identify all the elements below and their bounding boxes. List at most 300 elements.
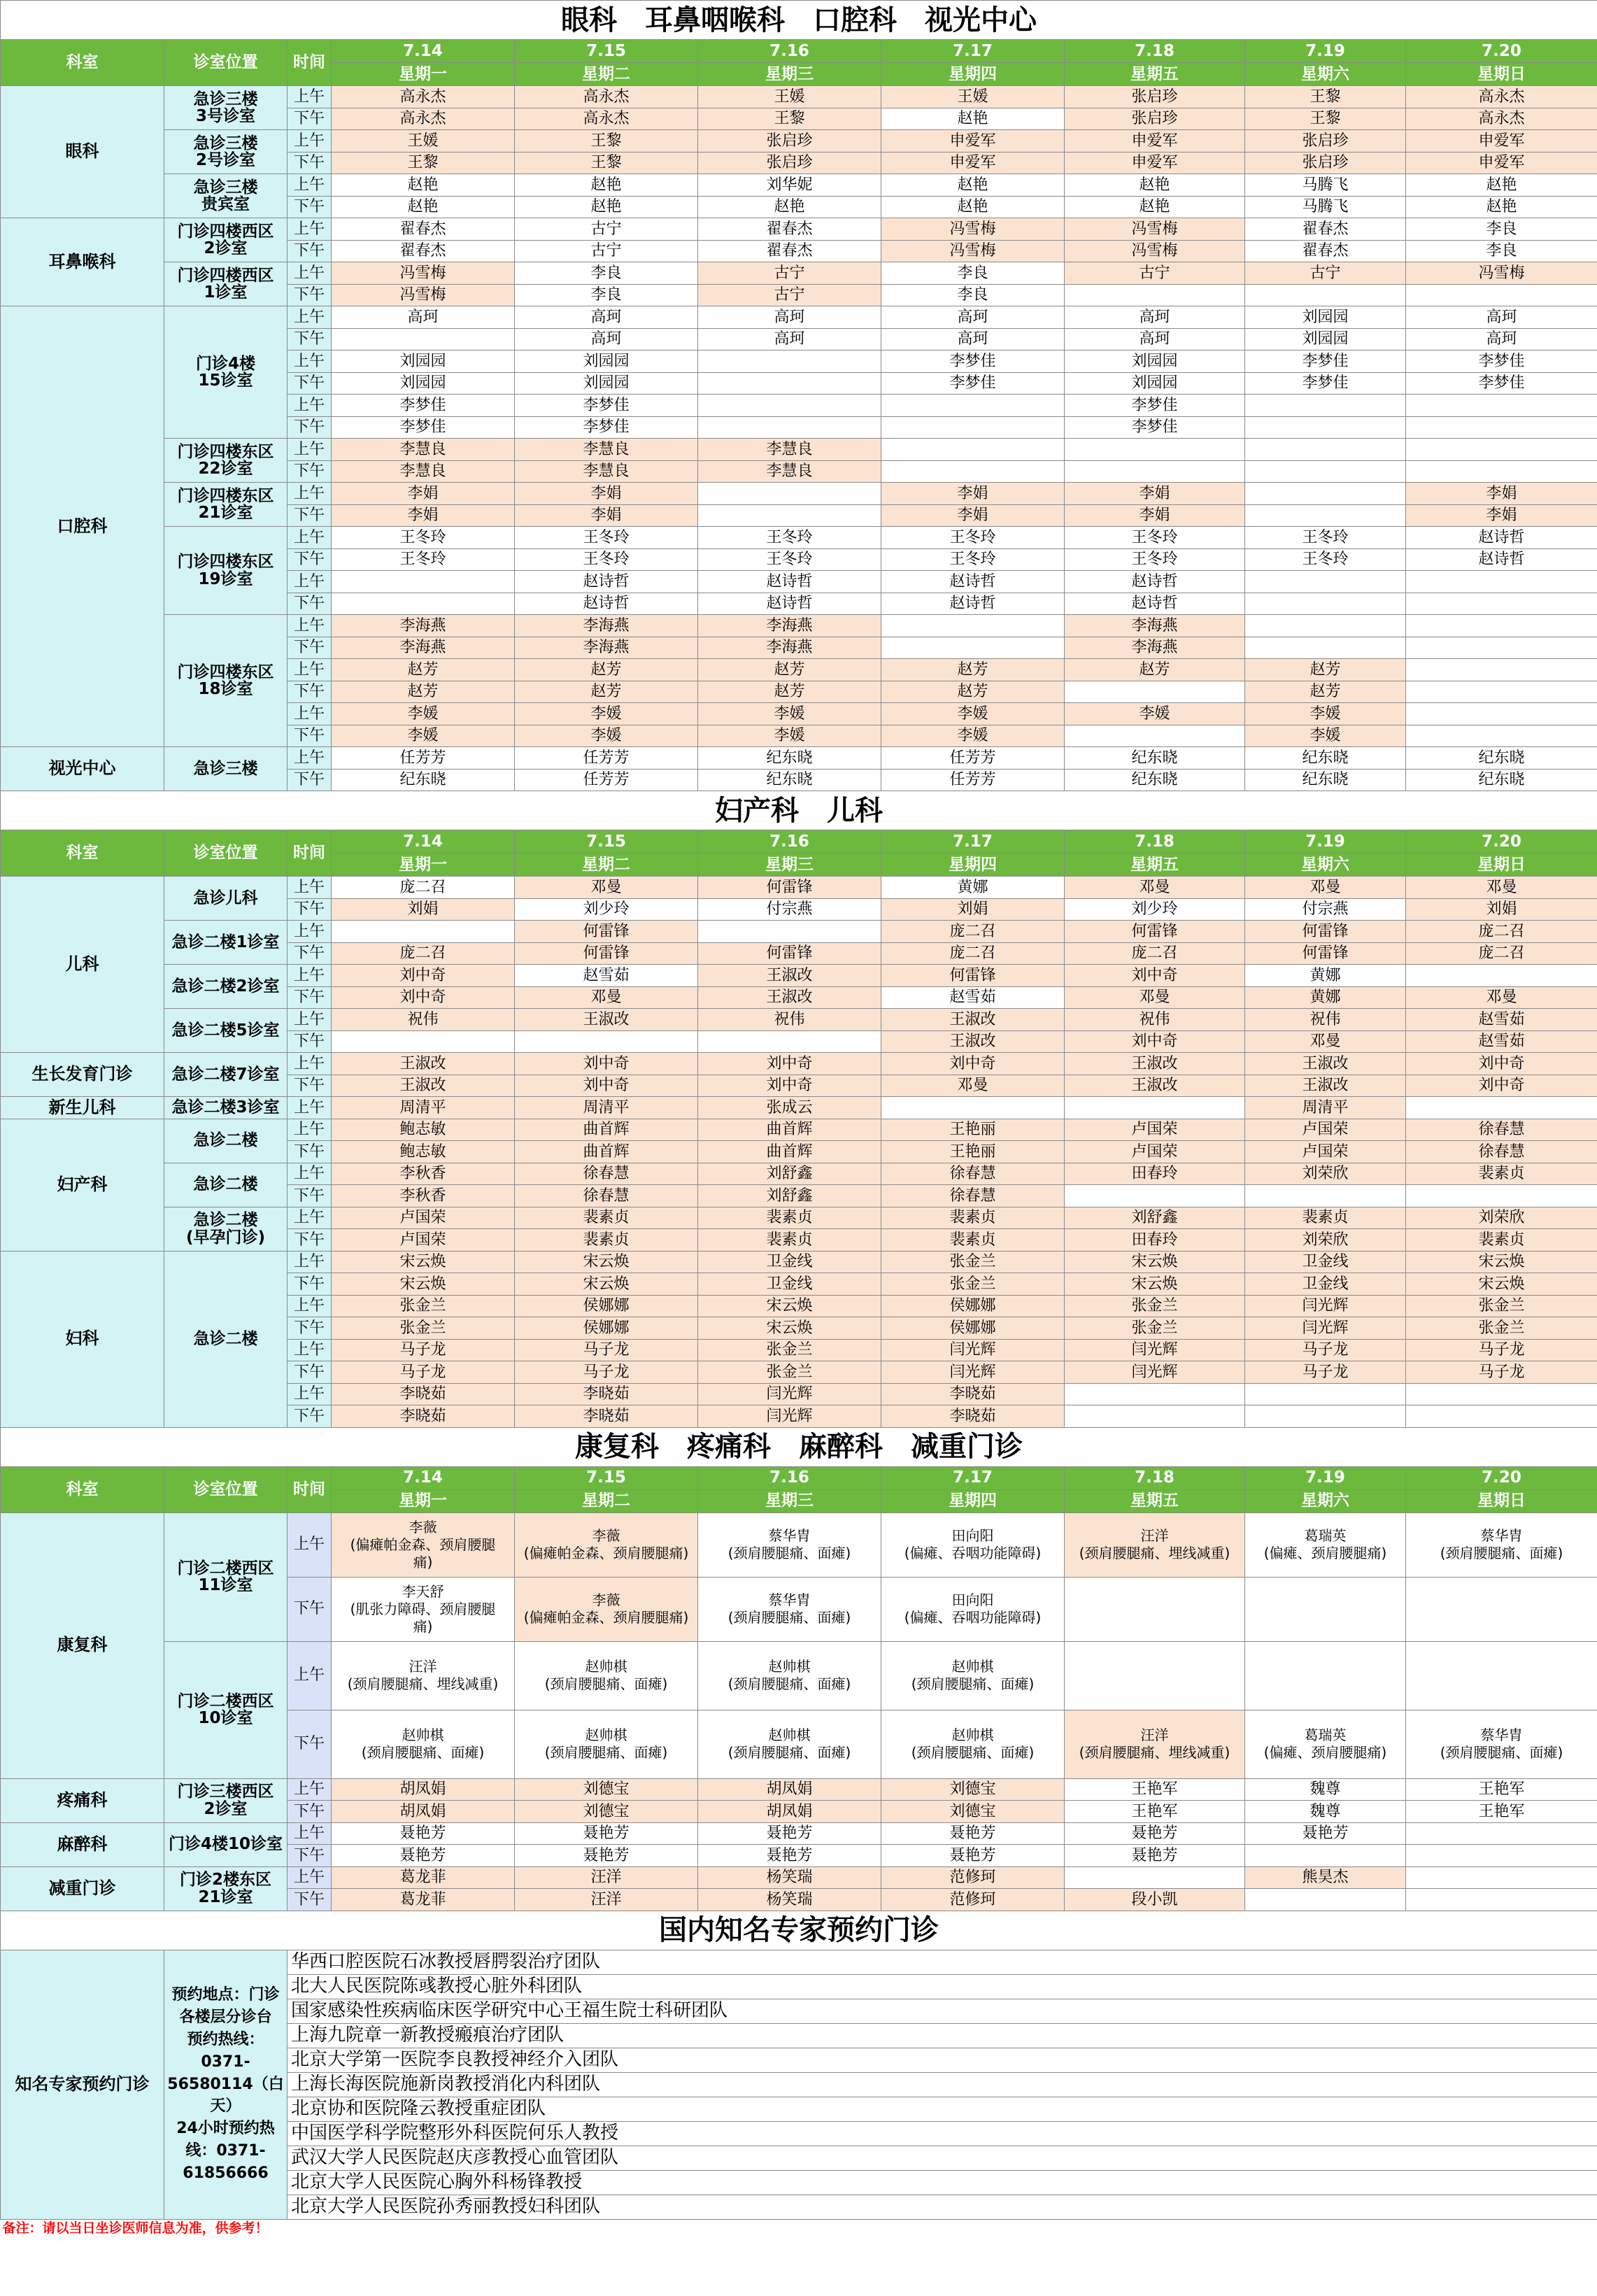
time-cell: 上午 xyxy=(288,350,332,373)
location-cell: 门诊2楼东区 21诊室 xyxy=(164,1866,288,1911)
section-title-row xyxy=(1,1,1597,40)
doctor-cell: 任芳芳 xyxy=(515,769,698,791)
doctor-cell: 闫光辉 xyxy=(1065,1361,1245,1384)
doctor-cell: 张金兰 xyxy=(1065,1295,1245,1317)
header-weekday: 星期三 xyxy=(698,853,881,877)
schedule-row xyxy=(1,1207,1597,1229)
doctor-cell: 宋云焕 xyxy=(515,1273,698,1296)
doctor-cell: 李梦佳 xyxy=(881,350,1065,373)
header-time: 时间 xyxy=(288,1466,332,1512)
location-cell: 急诊二楼 xyxy=(164,1119,288,1163)
doctor-cell: 聂艳芳 xyxy=(1065,1845,1245,1867)
doctor-cell: 赵芳 xyxy=(881,659,1065,681)
doctor-cell: 胡凤娟 xyxy=(332,1801,515,1823)
time-cell: 下午 xyxy=(288,681,332,703)
time-cell: 下午 xyxy=(288,548,332,571)
doctor-cell: 张成云 xyxy=(698,1097,881,1119)
section-title: 国内知名专家预约门诊 xyxy=(1,1911,1597,1950)
doctor-cell: 刘园园 xyxy=(515,372,698,395)
doctor-cell xyxy=(1065,439,1245,461)
expert-item: 中国医学科学院整形外科医院何乐人教授 xyxy=(288,2121,1597,2146)
doctor-cell: 王黎 xyxy=(332,152,515,174)
doctor-cell: 王淑改 xyxy=(515,1009,698,1031)
schedule-row xyxy=(1,965,1597,987)
doctor-cell: 曲首辉 xyxy=(515,1141,698,1163)
doctor-cell: 申爱军 xyxy=(881,152,1065,174)
doctor-cell: 蔡华胄 (颈肩腰腿痛、面瘫) xyxy=(698,1577,881,1641)
doctor-cell: 邓曼 xyxy=(1065,877,1245,899)
doctor-cell: 李良 xyxy=(881,284,1065,306)
doctor-cell: 赵芳 xyxy=(698,681,881,703)
doctor-cell xyxy=(698,372,881,395)
doctor-cell: 李慧良 xyxy=(515,439,698,461)
doctor-cell: 高珂 xyxy=(1406,306,1597,329)
header-time: 时间 xyxy=(288,830,332,877)
doctor-cell: 邓曼 xyxy=(1245,877,1406,899)
doctor-cell: 赵艳 xyxy=(1406,196,1597,218)
schedule-row xyxy=(1,483,1597,505)
time-cell: 下午 xyxy=(288,152,332,174)
doctor-cell: 汪洋 (颈肩腰腿痛、埋线减重) xyxy=(1065,1710,1245,1778)
doctor-cell: 刘园园 xyxy=(1245,328,1406,350)
doctor-cell: 张启珍 xyxy=(698,130,881,153)
doctor-cell: 何雷锋 xyxy=(1245,921,1406,943)
doctor-cell: 冯雪梅 xyxy=(332,262,515,285)
doctor-cell: 闫光辉 xyxy=(1245,1295,1406,1317)
schedule-row xyxy=(1,1641,1597,1710)
doctor-cell: 王冬玲 xyxy=(698,527,881,549)
doctor-cell: 卢国荣 xyxy=(332,1207,515,1229)
doctor-cell: 侯娜娜 xyxy=(881,1295,1065,1317)
header-row-dates xyxy=(1,830,1597,853)
doctor-cell: 冯雪梅 xyxy=(881,240,1065,262)
doctor-cell xyxy=(1065,1866,1245,1889)
doctor-cell: 李慧良 xyxy=(698,460,881,483)
doctor-cell: 李娟 xyxy=(1406,504,1597,527)
doctor-cell xyxy=(1245,1641,1406,1710)
time-cell: 上午 xyxy=(288,306,332,329)
doctor-cell: 申爱军 xyxy=(1406,130,1597,153)
doctor-cell xyxy=(332,1030,515,1053)
doctor-cell: 庞二召 xyxy=(1065,942,1245,965)
location-cell: 门诊4楼 15诊室 xyxy=(164,306,288,439)
department-cell: 疼痛科 xyxy=(1,1778,164,1822)
doctor-cell: 胡凤娟 xyxy=(698,1778,881,1801)
doctor-cell xyxy=(1245,395,1406,417)
doctor-cell xyxy=(1065,460,1245,483)
doctor-cell: 庞二召 xyxy=(881,942,1065,965)
doctor-cell: 赵艳 xyxy=(881,174,1065,197)
section-title: 眼科 耳鼻咽喉科 口腔科 视光中心 xyxy=(1,1,1597,40)
header-date: 7.18 xyxy=(1065,40,1245,63)
doctor-cell xyxy=(698,1030,881,1053)
doctor-cell: 张金兰 xyxy=(698,1361,881,1384)
doctor-cell: 纪东晓 xyxy=(698,769,881,791)
header-date: 7.16 xyxy=(698,40,881,63)
time-cell: 下午 xyxy=(288,986,332,1009)
schedule-row xyxy=(1,306,1597,329)
doctor-cell: 李媛 xyxy=(515,703,698,725)
doctor-cell: 邓曼 xyxy=(1245,1030,1406,1053)
doctor-cell: 徐春慧 xyxy=(1406,1141,1597,1163)
doctor-cell xyxy=(881,615,1065,637)
doctor-cell: 刘荣欣 xyxy=(1245,1163,1406,1185)
doctor-cell: 刘荣欣 xyxy=(1406,1207,1597,1229)
doctor-cell: 汪洋 (颈肩腰腿痛、埋线减重) xyxy=(1065,1512,1245,1577)
doctor-cell: 黄娜 xyxy=(1245,986,1406,1009)
doctor-cell: 赵帅棋 (颈肩腰腿痛、面瘫) xyxy=(881,1641,1065,1710)
header-date: 7.20 xyxy=(1406,1466,1597,1489)
doctor-cell: 赵帅棋 (颈肩腰腿痛、面瘫) xyxy=(515,1710,698,1778)
doctor-cell: 闫光辉 xyxy=(1065,1339,1245,1361)
doctor-cell: 冯雪梅 xyxy=(332,284,515,306)
doctor-cell: 李梦佳 xyxy=(332,416,515,439)
doctor-cell: 高珂 xyxy=(1406,328,1597,350)
doctor-cell: 卫金线 xyxy=(698,1251,881,1273)
doctor-cell: 田春玲 xyxy=(1065,1163,1245,1185)
doctor-cell: 刘园园 xyxy=(1065,350,1245,373)
doctor-cell xyxy=(881,416,1065,439)
doctor-cell: 高永杰 xyxy=(332,86,515,108)
time-cell: 下午 xyxy=(288,637,332,659)
expert-row xyxy=(1,1950,1597,1974)
doctor-cell: 马子龙 xyxy=(1406,1361,1597,1384)
doctor-cell: 赵诗哲 xyxy=(1406,527,1597,549)
header-date: 7.15 xyxy=(515,830,698,853)
doctor-cell: 王淑改 xyxy=(1065,1075,1245,1097)
schedule-row xyxy=(1,174,1597,197)
doctor-cell xyxy=(1406,1097,1597,1119)
doctor-cell xyxy=(698,921,881,943)
location-cell: 急诊二楼3诊室 xyxy=(164,1097,288,1119)
doctor-cell: 徐春慧 xyxy=(881,1185,1065,1207)
header-weekday: 星期四 xyxy=(881,63,1065,86)
doctor-cell: 赵芳 xyxy=(1245,681,1406,703)
doctor-cell: 闫光辉 xyxy=(881,1361,1065,1384)
doctor-cell: 翟春杰 xyxy=(1245,240,1406,262)
doctor-cell: 李天舒 (肌张力障碍、颈肩腰腿 痛) xyxy=(332,1577,515,1641)
doctor-cell: 卢国荣 xyxy=(1245,1141,1406,1163)
doctor-cell xyxy=(1245,504,1406,527)
expert-item: 上海九院章一新教授瘢痕治疗团队 xyxy=(288,2023,1597,2048)
doctor-cell: 曲首辉 xyxy=(698,1119,881,1141)
time-cell: 上午 xyxy=(288,1207,332,1229)
doctor-cell: 周清平 xyxy=(515,1097,698,1119)
doctor-cell xyxy=(332,921,515,943)
time-cell: 下午 xyxy=(288,1141,332,1163)
doctor-cell xyxy=(1406,395,1597,417)
doctor-cell xyxy=(1245,593,1406,615)
doctor-cell xyxy=(1245,284,1406,306)
doctor-cell xyxy=(1245,416,1406,439)
doctor-cell: 王媛 xyxy=(332,130,515,153)
time-cell: 上午 xyxy=(288,86,332,108)
doctor-cell: 赵艳 xyxy=(1065,196,1245,218)
schedule-row xyxy=(1,130,1597,153)
header-weekday: 星期日 xyxy=(1406,63,1597,86)
doctor-cell: 聂艳芳 xyxy=(1245,1822,1406,1845)
doctor-cell: 曲首辉 xyxy=(515,1119,698,1141)
time-cell: 上午 xyxy=(288,921,332,943)
time-cell: 下午 xyxy=(288,725,332,747)
doctor-cell: 蔡华胄 (颈肩腰腿痛、面瘫) xyxy=(1406,1710,1597,1778)
doctor-cell xyxy=(1406,637,1597,659)
expert-item: 北京大学人民医院孙秀丽教授妇科团队 xyxy=(288,2195,1597,2219)
doctor-cell: 张金兰 xyxy=(698,1339,881,1361)
doctor-cell: 刘中奇 xyxy=(1406,1053,1597,1075)
department-cell: 儿科 xyxy=(1,877,164,1053)
time-cell: 下午 xyxy=(288,1030,332,1053)
doctor-cell xyxy=(1406,439,1597,461)
time-cell: 下午 xyxy=(288,196,332,218)
header-date: 7.20 xyxy=(1406,830,1597,853)
doctor-cell: 黄娜 xyxy=(1245,965,1406,987)
doctor-cell: 赵雪茹 xyxy=(515,965,698,987)
doctor-cell: 马子龙 xyxy=(515,1361,698,1384)
doctor-cell: 李晓茹 xyxy=(881,1405,1065,1428)
doctor-cell: 侯娜娜 xyxy=(881,1317,1065,1340)
doctor-cell xyxy=(881,1097,1065,1119)
schedule-row xyxy=(1,1097,1597,1119)
doctor-cell xyxy=(698,395,881,417)
doctor-cell: 卫金线 xyxy=(698,1273,881,1296)
doctor-cell: 卢国荣 xyxy=(1245,1119,1406,1141)
doctor-cell: 李梦佳 xyxy=(1245,350,1406,373)
location-cell: 门诊四楼东区 18诊室 xyxy=(164,615,288,747)
time-cell: 下午 xyxy=(288,284,332,306)
note-text: 备注：请以当日坐诊医师信息为准，供参考！ xyxy=(2,2220,269,2236)
doctor-cell: 刘中奇 xyxy=(1065,965,1245,987)
doctor-cell xyxy=(1065,1185,1245,1207)
location-cell: 急诊三楼 2号诊室 xyxy=(164,130,288,174)
doctor-cell: 王冬玲 xyxy=(1065,527,1245,549)
time-cell: 上午 xyxy=(288,965,332,987)
department-cell: 新生儿科 xyxy=(1,1097,164,1119)
time-cell: 上午 xyxy=(288,483,332,505)
header-date: 7.19 xyxy=(1245,40,1406,63)
doctor-cell: 宋云焕 xyxy=(698,1295,881,1317)
time-cell: 上午 xyxy=(288,130,332,153)
doctor-cell: 王淑改 xyxy=(1245,1053,1406,1075)
doctor-cell: 高珂 xyxy=(332,306,515,329)
doctor-cell: 张启珍 xyxy=(1245,130,1406,153)
schedule-row xyxy=(1,1163,1597,1185)
doctor-cell: 张金兰 xyxy=(881,1273,1065,1296)
doctor-cell: 马子龙 xyxy=(1406,1339,1597,1361)
doctor-cell: 汪洋 xyxy=(515,1889,698,1911)
doctor-cell: 卢国荣 xyxy=(332,1229,515,1252)
doctor-cell: 李晓茹 xyxy=(332,1383,515,1405)
schedule-row xyxy=(1,527,1597,549)
department-cell: 生长发育门诊 xyxy=(1,1053,164,1097)
doctor-cell: 李晓茹 xyxy=(515,1383,698,1405)
doctor-cell: 聂艳芳 xyxy=(698,1845,881,1867)
doctor-cell: 王艳军 xyxy=(1406,1778,1597,1801)
doctor-cell: 赵艳 xyxy=(881,196,1065,218)
time-cell: 下午 xyxy=(288,593,332,615)
doctor-cell: 李海燕 xyxy=(515,615,698,637)
doctor-cell: 李良 xyxy=(515,262,698,285)
time-cell: 上午 xyxy=(288,1822,332,1845)
doctor-cell: 赵芳 xyxy=(1065,659,1245,681)
doctor-cell: 王淑改 xyxy=(1245,1075,1406,1097)
doctor-cell: 周清平 xyxy=(1245,1097,1406,1119)
doctor-cell: 刘园园 xyxy=(1065,372,1245,395)
schedule-row xyxy=(1,1822,1597,1845)
doctor-cell: 刘园园 xyxy=(1245,306,1406,329)
doctor-cell: 王淑改 xyxy=(698,986,881,1009)
doctor-cell: 祝伟 xyxy=(1065,1009,1245,1031)
doctor-cell: 张启珍 xyxy=(698,152,881,174)
doctor-cell: 张启珍 xyxy=(1065,86,1245,108)
doctor-cell: 胡凤娟 xyxy=(332,1778,515,1801)
time-cell: 上午 xyxy=(288,1119,332,1141)
header-weekday: 星期一 xyxy=(332,853,515,877)
doctor-cell: 王冬玲 xyxy=(1065,548,1245,571)
location-cell: 门诊四楼东区 19诊室 xyxy=(164,527,288,615)
location-cell: 急诊三楼 xyxy=(164,747,288,791)
doctor-cell: 李媛 xyxy=(1065,703,1245,725)
doctor-cell: 高珂 xyxy=(1065,306,1245,329)
expert-department: 知名专家预约门诊 xyxy=(1,1950,164,2219)
header-date: 7.14 xyxy=(332,830,515,853)
time-cell: 下午 xyxy=(288,1405,332,1428)
header-weekday: 星期三 xyxy=(698,1489,881,1512)
time-cell: 上午 xyxy=(288,1778,332,1801)
header-weekday: 星期五 xyxy=(1065,853,1245,877)
doctor-cell: 赵芳 xyxy=(515,659,698,681)
doctor-cell xyxy=(1406,1889,1597,1911)
doctor-cell: 王淑改 xyxy=(332,1075,515,1097)
doctor-cell: 庞二召 xyxy=(332,877,515,899)
doctor-cell: 李媛 xyxy=(332,703,515,725)
doctor-cell: 纪东晓 xyxy=(1406,769,1597,791)
time-cell: 下午 xyxy=(288,1273,332,1296)
doctor-cell: 汪洋 xyxy=(515,1866,698,1889)
doctor-cell xyxy=(1245,637,1406,659)
doctor-cell: 魏尊 xyxy=(1245,1778,1406,1801)
doctor-cell: 周清平 xyxy=(332,1097,515,1119)
doctor-cell: 李秋香 xyxy=(332,1185,515,1207)
expert-item: 北大人民医院陈彧教授心脏外科团队 xyxy=(288,1974,1597,1999)
doctor-cell: 聂艳芳 xyxy=(515,1845,698,1867)
expert-item: 北京大学第一医院李良教授神经介入团队 xyxy=(288,2048,1597,2072)
schedule-row xyxy=(1,1009,1597,1031)
doctor-cell: 王淑改 xyxy=(881,1030,1065,1053)
doctor-cell xyxy=(332,593,515,615)
doctor-cell: 杨笑瑞 xyxy=(698,1866,881,1889)
doctor-cell xyxy=(1245,483,1406,505)
doctor-cell xyxy=(1406,284,1597,306)
doctor-cell: 卢国荣 xyxy=(1065,1119,1245,1141)
doctor-cell xyxy=(881,460,1065,483)
header-date: 7.17 xyxy=(881,40,1065,63)
doctor-cell: 付宗燕 xyxy=(698,898,881,921)
header-weekday: 星期六 xyxy=(1245,1489,1406,1512)
header-weekday: 星期二 xyxy=(515,853,698,877)
doctor-cell: 赵诗哲 xyxy=(515,593,698,615)
expert-item: 上海长海医院施新岗教授消化内科团队 xyxy=(288,2072,1597,2097)
header-time: 时间 xyxy=(288,40,332,86)
doctor-cell: 王黎 xyxy=(1245,108,1406,130)
doctor-cell: 赵诗哲 xyxy=(881,571,1065,593)
doctor-cell: 李慧良 xyxy=(698,439,881,461)
time-cell: 上午 xyxy=(288,174,332,197)
doctor-cell: 赵帅棋 (颈肩腰腿痛、面瘫) xyxy=(515,1641,698,1710)
location-cell: 急诊二楼5诊室 xyxy=(164,1009,288,1053)
doctor-cell: 刘中奇 xyxy=(698,1053,881,1075)
doctor-cell xyxy=(332,328,515,350)
expert-booking-info: 预约地点：门诊各楼层分诊台 预约热线：0371-56580114（白天） 24小时预约热线：0371-61856666 xyxy=(164,1950,288,2219)
doctor-cell: 李娟 xyxy=(332,483,515,505)
doctor-cell: 徐春慧 xyxy=(515,1163,698,1185)
doctor-cell: 刘少玲 xyxy=(515,898,698,921)
expert-item: 国家感染性疾病临床医学研究中心王福生院士科研团队 xyxy=(288,1999,1597,2023)
doctor-cell: 范修珂 xyxy=(881,1866,1065,1889)
doctor-cell: 赵艳 xyxy=(515,196,698,218)
header-dept: 科室 xyxy=(1,40,164,86)
time-cell: 上午 xyxy=(288,703,332,725)
doctor-cell: 裴素贞 xyxy=(1406,1163,1597,1185)
doctor-cell: 李海燕 xyxy=(332,615,515,637)
time-cell: 下午 xyxy=(288,1845,332,1867)
doctor-cell: 翟春杰 xyxy=(698,240,881,262)
doctor-cell: 侯娜娜 xyxy=(515,1295,698,1317)
doctor-cell: 刘少玲 xyxy=(1065,898,1245,921)
doctor-cell xyxy=(515,1030,698,1053)
time-cell: 上午 xyxy=(288,1163,332,1185)
schedule-row xyxy=(1,921,1597,943)
time-cell: 下午 xyxy=(288,1075,332,1097)
doctor-cell xyxy=(1406,681,1597,703)
header-dept: 科室 xyxy=(1,1466,164,1512)
header-weekday: 星期一 xyxy=(332,63,515,86)
doctor-cell: 赵艳 xyxy=(1065,174,1245,197)
doctor-cell: 李薇 (偏瘫帕金森、颈肩腰腿痛) xyxy=(515,1512,698,1577)
doctor-cell: 祝伟 xyxy=(698,1009,881,1031)
header-weekday: 星期二 xyxy=(515,1489,698,1512)
doctor-cell: 高珂 xyxy=(698,328,881,350)
doctor-cell: 徐春慧 xyxy=(881,1163,1065,1185)
schedule-row xyxy=(1,439,1597,461)
doctor-cell: 宋云焕 xyxy=(332,1273,515,1296)
department-cell: 口腔科 xyxy=(1,306,164,747)
header-weekday: 星期六 xyxy=(1245,853,1406,877)
doctor-cell: 纪东晓 xyxy=(1065,747,1245,770)
header-weekday: 星期一 xyxy=(332,1489,515,1512)
location-cell: 门诊三楼西区 2诊室 xyxy=(164,1778,288,1822)
doctor-cell: 任芳芳 xyxy=(332,747,515,770)
doctor-cell xyxy=(1406,1822,1597,1845)
doctor-cell: 高珂 xyxy=(881,306,1065,329)
doctor-cell: 刘中奇 xyxy=(515,1075,698,1097)
doctor-cell: 黄娜 xyxy=(881,877,1065,899)
section-title-row xyxy=(1,1427,1597,1466)
doctor-cell: 徐春慧 xyxy=(515,1185,698,1207)
time-cell: 上午 xyxy=(288,1009,332,1031)
doctor-cell: 李娟 xyxy=(1065,504,1245,527)
location-cell: 门诊四楼东区 22诊室 xyxy=(164,439,288,483)
doctor-cell: 李梦佳 xyxy=(332,395,515,417)
doctor-cell: 刘娟 xyxy=(1406,898,1597,921)
doctor-cell: 刘中奇 xyxy=(1065,1030,1245,1053)
doctor-cell: 李海燕 xyxy=(515,637,698,659)
doctor-cell: 宋云焕 xyxy=(332,1251,515,1273)
doctor-cell: 高永杰 xyxy=(332,108,515,130)
time-cell: 下午 xyxy=(288,942,332,965)
location-cell: 门诊四楼东区 21诊室 xyxy=(164,483,288,527)
doctor-cell: 王黎 xyxy=(1245,86,1406,108)
